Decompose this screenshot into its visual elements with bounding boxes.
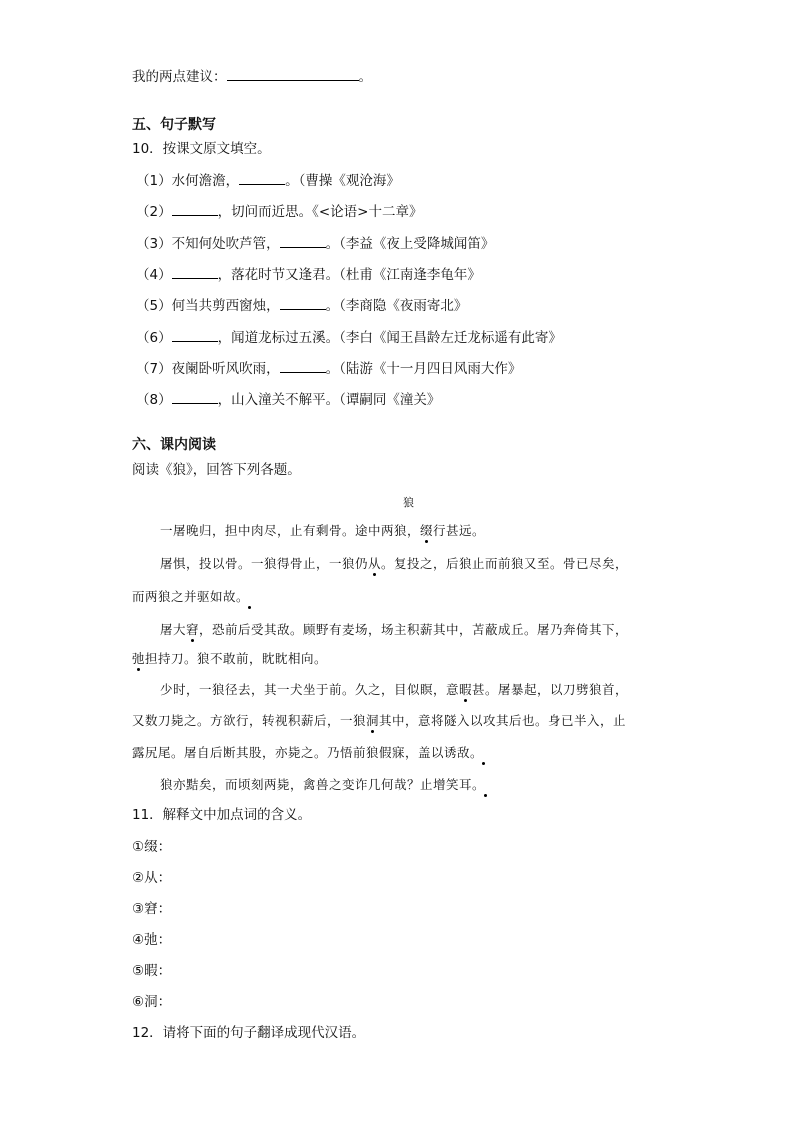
q10-item-number: （4）: [136, 267, 172, 283]
passage-text: 露尻尾。屠自后断其股，亦毙之。乃悟前狼假寐，盖以诱敌。: [132, 745, 484, 760]
fill-in-blank[interactable]: [172, 391, 218, 404]
suggestion-line: [132, 68, 372, 86]
q10-item-after: 。（李商隐《夜雨寄北》: [325, 298, 468, 314]
dotted-word: 暇: [459, 682, 473, 697]
fill-in-blank[interactable]: [239, 172, 285, 185]
q10-item: [136, 329, 562, 347]
q10-item-number: （5）: [136, 298, 172, 314]
q10-item: [136, 235, 494, 253]
dotted-word: 洞: [366, 713, 380, 728]
q11-item[interactable]: ③窘：: [132, 901, 172, 917]
q10-item-after: 。（李益《夜上受降城闻笛》: [325, 236, 495, 252]
passage-text: 行甚远。: [433, 523, 486, 538]
passage-text: 。复投之，后狼止而前狼又至。骨已尽矣，: [381, 556, 629, 571]
answer-blank[interactable]: [227, 68, 359, 81]
passage-line: [160, 681, 628, 699]
q10-item-after: 。（陆游《十一月四日风雨大作》: [325, 361, 522, 377]
dotted-word: 弛: [132, 651, 146, 666]
passage-text: 其中，意将隧入以攻其后也。身已半入，止: [379, 713, 627, 728]
passage-text: 少时，一狼径去，其一犬坐于前。久之，目似瞑，意: [160, 682, 460, 697]
fill-in-blank[interactable]: [280, 235, 326, 248]
q10-stem: 10．按课文原文填空。: [132, 141, 271, 157]
q11-item[interactable]: ①缀：: [132, 839, 172, 855]
suggestion-prefix: 我的两点建议：: [132, 69, 227, 85]
q10-item-before: 水何澹澹，: [171, 173, 240, 189]
q10-item: [136, 360, 521, 378]
q10-item-before: 何当共剪西窗烛，: [171, 298, 280, 314]
q10-item: [136, 266, 481, 284]
q10-item-number: （3）: [136, 236, 172, 252]
passage-line: [132, 744, 483, 762]
section-5-title: 五、句子默写: [132, 117, 216, 133]
section-6-intro: 阅读《狼》，回答下列各题。: [132, 462, 301, 478]
q10-item-before: 不知何处吹芦管，: [171, 236, 280, 252]
passage-text: ，恐前后受其敌。顾野有麦场，场主积薪其中，苫蔽成丘。屠乃奔倚其下，: [199, 622, 629, 637]
suggestion-suffix: 。: [358, 69, 372, 85]
q10-item: [136, 172, 400, 190]
q11-item[interactable]: ⑥洞：: [132, 994, 172, 1010]
dotted-word: 窘: [186, 622, 200, 637]
fill-in-blank[interactable]: [280, 297, 326, 310]
dotted-word: 缀: [420, 523, 434, 538]
q10-item-number: （1）: [136, 173, 172, 189]
dotted-word: 从: [368, 556, 382, 571]
section-6-title: 六、课内阅读: [132, 437, 216, 453]
passage-text: 担持刀。狼不敢前，眈眈相向。: [145, 651, 328, 666]
q10-item-before: 夜阑卧听风吹雨，: [171, 361, 280, 377]
passage-line: [132, 650, 327, 668]
q10-item-after: ，切问而近思。《<论语>十二章》: [217, 204, 423, 220]
passage-text: 屠惧，投以骨。一狼得骨止，一狼仍: [160, 556, 369, 571]
passage-line: [132, 712, 626, 730]
q10-item-number: （2）: [136, 204, 172, 220]
passage-text: 甚。屠暴起，以刀劈狼首，: [472, 682, 629, 697]
q11-item[interactable]: ⑤暇：: [132, 963, 172, 979]
passage-text: 狼亦黠矣，而顷刻两毙，禽兽之变诈几何哉？止增笑耳。: [160, 777, 486, 792]
passage-line: [160, 621, 628, 639]
passage-text: 而两狼之并驱如故。: [132, 589, 250, 604]
q12-stem: 12．请将下面的句子翻译成现代汉语。: [132, 1025, 366, 1041]
passage-title: 狼: [403, 496, 414, 509]
passage-line: [132, 588, 249, 606]
passage-line: [160, 776, 485, 794]
q10-item-number: （6）: [136, 330, 172, 346]
q10-item: [136, 203, 422, 221]
fill-in-blank[interactable]: [280, 360, 326, 373]
q10-item: [136, 297, 467, 315]
q10-item: [136, 391, 440, 409]
fill-in-blank[interactable]: [172, 266, 218, 279]
passage-text: 又数刀毙之。方欲行，转视积薪后，一狼: [132, 713, 367, 728]
fill-in-blank[interactable]: [172, 203, 218, 216]
passage-text: 屠大: [160, 622, 187, 637]
q10-item-after: ，山入潼关不解平。（谭嗣同《潼关》: [217, 392, 441, 408]
q11-item[interactable]: ②从：: [132, 870, 172, 886]
q11-item[interactable]: ④弛：: [132, 932, 172, 948]
q10-item-after: 。（曹操《观沧海》: [285, 173, 400, 189]
q10-item-after: ，闻道龙标过五溪。（李白《闻王昌龄左迁龙标遥有此寄》: [217, 330, 562, 346]
q10-item-number: （8）: [136, 392, 172, 408]
passage-text: 一屠晚归，担中肉尽，止有剩骨。途中两狼，: [160, 523, 421, 538]
q11-stem: 11．解释文中加点词的含义。: [132, 807, 312, 823]
passage-line: [160, 522, 485, 540]
q10-item-number: （7）: [136, 361, 172, 377]
q10-item-after: ，落花时节又逢君。（杜甫《江南逢李龟年》: [217, 267, 481, 283]
passage-line: [160, 555, 628, 573]
fill-in-blank[interactable]: [172, 329, 218, 342]
